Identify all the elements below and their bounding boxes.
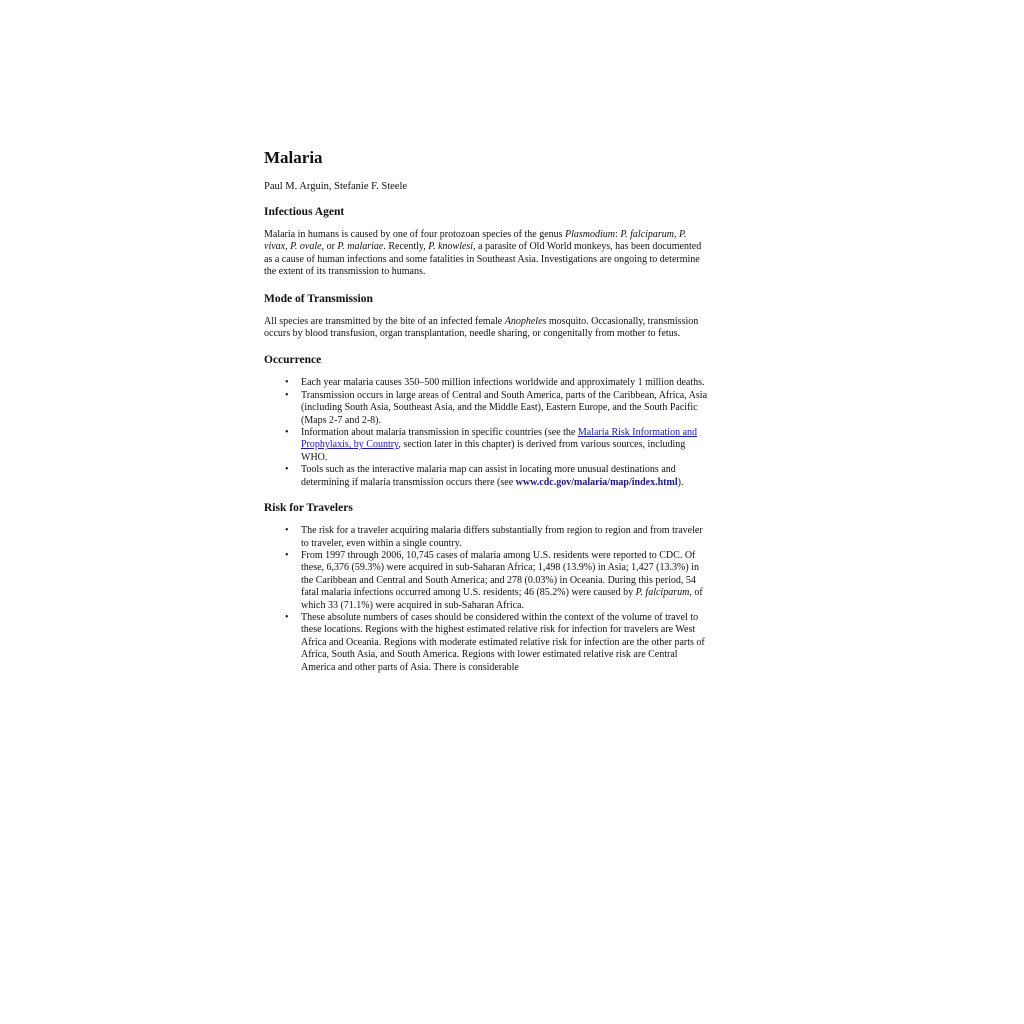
list-item: • From 1997 through 2006, 10,745 cases of malaria among U.S. residents were reported to CDC. Of these, 6,376 (59.3%) were acquired in sub-Saharan Africa; 1,498 (13.9%) in Asia; 1,427 (13.3%) in the Caribbean and Central and South America; and 278 (0.03%) in Oceania. During this period, 54 fatal malaria infections occurred among U.S. residents; 46 (85.2%) were caused by P. falciparum, of which 33 (71.1%) were acquired in sub-Saharan Africa. bbox=[285, 549, 703, 611]
paragraph-transmission: All species are transmitted by the bite of an infected female Anopheles mosquito. Occasionally, transmission occurs by blood transfusion, organ transplantation, needle sharing, or congenitally from mother to fetus. bbox=[264, 315, 699, 340]
list-item: • Each year malaria causes 350–500 million infections worldwide and approximately 1 million deaths. bbox=[285, 377, 705, 389]
malaria-risk-link[interactable]: Malaria Risk Information and Prophylaxis, by Country bbox=[301, 427, 698, 451]
bullet: • bbox=[285, 525, 289, 537]
occurrence-list bbox=[264, 377, 712, 489]
bullet: • bbox=[285, 464, 289, 476]
list-item: • Transmission occurs in large areas of Central and South America, parts of the Caribbean, Africa, Asia (including South Asia, Southeast Asia, and the Middle East), Eastern Europe, and the South Pacific (Maps 2-7 and 2-8). bbox=[285, 389, 708, 426]
paragraph-infectious-agent: Malaria in humans is caused by one of four protozoan species of the genus Plasmodium: P. falciparum, P. vivax, P. ovale, or P. malariae. Recently, P. knowlesi, a parasite of Old World monkeys, has been documented as a cause of human infections and some fatalities in Southeast Asia. Investigations are ongoing to determine the extent of its transmission to humans. bbox=[264, 229, 702, 278]
document-page bbox=[264, 148, 712, 686]
page-title: Malaria bbox=[264, 148, 323, 167]
list-item: • The risk for a traveler acquiring malaria differs substantially from region to region and from traveler to traveler, even within a single country. bbox=[285, 525, 703, 549]
list-item: • Tools such as the interactive malaria map can assist in locating more unusual destinations and determining if malaria transmission occurs there (see www.cdc.gov/malaria/map/index.html). bbox=[285, 464, 684, 488]
bullet: • bbox=[285, 611, 289, 623]
malaria-map-url[interactable]: www.cdc.gov/malaria/map/index.html bbox=[515, 476, 678, 488]
list-item: • These absolute numbers of cases should be considered within the context of the volume of travel to these locations. Regions with the highest estimated relative risk for infection for travelers are West Africa and Oceania. Regions with moderate estimated relative risk for infection are the other parts of Africa, South Asia, and South America. Regions with lower estimated relative risk are Central America and other parts of Asia. There is considerable bbox=[285, 611, 705, 673]
bullet: • bbox=[285, 427, 289, 439]
list-item: • Information about malaria transmission in specific countries (see the Malaria Risk Information and Prophylaxis, by Country, section later in this chapter) is derived from various sources, including WHO. bbox=[285, 427, 698, 463]
bullet: • bbox=[285, 389, 289, 401]
risk-list bbox=[264, 525, 712, 674]
heading-occurrence: Occurrence bbox=[264, 354, 322, 367]
bullet: • bbox=[285, 549, 289, 561]
heading-risk-for-travelers: Risk for Travelers bbox=[264, 502, 353, 515]
heading-mode-of-transmission: Mode of Transmission bbox=[264, 292, 373, 305]
authors: Paul M. Arguin, Stefanie F. Steele bbox=[264, 181, 408, 192]
heading-infectious-agent: Infectious Agent bbox=[264, 206, 345, 218]
bullet: • bbox=[285, 377, 289, 389]
